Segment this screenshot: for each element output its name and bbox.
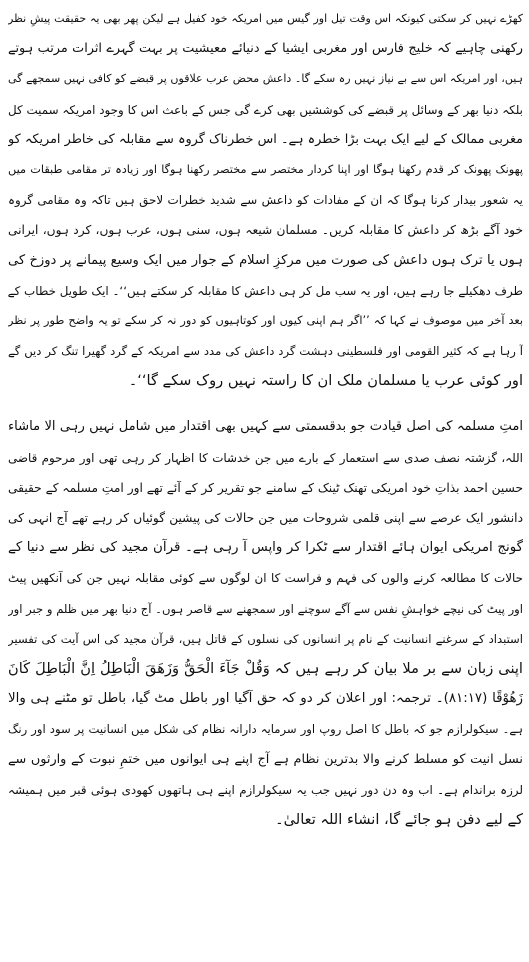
text-line: یہ شعور بیدار کرنا ہوگا کہ ان کے مفادات کو داعش سے شدید خطرات لاحق ہیں تاکہ وہ مقامی گروہ <box>8 193 523 208</box>
text-line: استبداد کے سرغنے انسانیت کے نام پر انسانوں کی نسلوں کے قاتل ہیں، قرآن مجید کی اس آیت کی تفسیر <box>8 631 523 646</box>
text-line: بلکہ دنیا بھر کے وسائل پر قبضے کی کوششیں بھی کرے گی جس کے باعث اس کا وجود امریکہ سمیت کل <box>8 102 523 117</box>
text-line: مغربی ممالک کے لیے ایک بہت بڑا خطرہ ہے۔ اس خطرناک گروہ سے مقابلہ کی خاطر امریکہ کو <box>8 131 523 147</box>
text-line: لرزہ براندام ہے۔ اب وہ دن دور نہیں جب یہ سیکولرازم اپنے ہی ہاتھوں کھودی ہوئی قبر میں ہمیشہ <box>8 782 523 797</box>
text-line: امتِ مسلمہ کی اصل قیادت جو بدقسمتی سے کہیں بھی اقتدار میں شامل نہیں رہی الا ماشاء <box>8 419 523 435</box>
text-line: پھونک پھونک کر قدم رکھنا ہوگا اور اپنا کردار مختصر سے مختصر رکھنا ہوگا اور زیادہ تر مقامی طبقات میں <box>8 162 523 176</box>
text-line: اللہ، گزشتہ نصف صدی سے استعمار کے بارے میں جن خدشات کا اظہار کر رہی تھی اور مرحوم قاضی <box>8 450 523 465</box>
text-line: خود آگے بڑھ کر داعش کا مقابلہ کریں۔ مسلمان شیعہ ہوں، سنی ہوں، عرب ہوں، کرد ہوں، ایرانی <box>8 223 523 238</box>
text-line: ہے۔ سیکولرازم جو کہ باطل کا اصل روپ اور سرمایہ دارانہ نظام کی شکل میں انسانیت پر سود اور رنگ <box>8 722 523 737</box>
text-line: ہیں، اور امریکہ اس سے بے نیاز نہیں رہ سکے گا۔ داعش محض عرب علاقوں پر قبضے کو کافی نہیں سمجھے گی <box>8 72 523 86</box>
text-line: حالات کا مطالعہ کرنے والوں کی فہم و فراست کا ان لوگوں سے کوئی مقابلہ نہیں جن کی آنکھیں پیٹ <box>8 571 523 586</box>
text-line: دانشور ایک عرصے سے اپنی قلمی شروحات میں جن حالات کی پیشین گوئیاں کر رہے تھے آج انہی کی <box>8 511 523 525</box>
text-line: کے لیے دفن ہو جائے گا، انشاء اللہ تعالیٰ۔ <box>275 810 523 828</box>
text-line: اور پیٹ کی نیچے خواہشِ نفس سے آگے سوچنے اور سمجھنے سے قاصر ہوں۔ آج دنیا بھر میں ظلم و جبر اور <box>8 601 523 616</box>
text-line: رکھنی چاہیے کہ خلیج فارس اور مغربی ایشیا کے دنیائے معیشیت پر بہت گہرے اثرات مرتب ہوتے <box>8 41 523 57</box>
text-line: طرف دھکیلے جا رہے ہیں، اور یہ سب مل کر ہی داعش کا مقابلہ کر سکتے ہیں‘‘۔ ایک طویل خطاب کے <box>8 283 523 298</box>
text-line: ہوں یا ترک ہوں داعش کی صورت میں مرکزِ اسلام کے جوار میں ایک وسیع پیمانے پر دوزخ کی <box>8 252 523 268</box>
text-line: بعد آخر میں موصوف نے کہا کہ ’’اگر ہم اپنی کیوں اور کوتاہیوں کو دور نہ کر سکے تو یہ واضح طور پر نظر <box>8 313 523 327</box>
text-line: حسین احمد بذاتِ خود امریکی تھنک ٹینک کے سامنے جو تقریر کر کے آئے تھے اور امتِ مسلمہ کے حقیقی <box>8 480 523 495</box>
text-line: گونج امریکی ایوان ہائے اقتدار سے ٹکرا کر واپس آ رہی ہے۔ قرآن مجید کی نظر سے دنیا کے <box>8 540 523 556</box>
article-paragraph-2 <box>8 412 523 835</box>
text-line: اپنی زبان سے بر ملا بیان کر رہے ہیں کہ وَقُلْ جَآءَ الْحَقُّ وَزَهَقَ الْبَاطِلُ اِنَّ الْبَاطِلَ کَانَ <box>8 659 523 677</box>
text-line: نسل انیت کو مسلط کرنے والا بدترین نظام ہے آج اپنے ہی ایوانوں میں ختمِ نبوت کے وارثوں سے <box>8 751 523 767</box>
text-line: کھڑے نہیں کر سکتی کیونکہ اس وقت تیل اور گیس میں امریکہ خود کفیل ہے لیکن پھر بھی یہ حقیقت پیشِ نظر <box>8 12 523 25</box>
article-paragraph-1 <box>8 4 523 396</box>
text-line: زَهُوْقًا (۸۱:۱۷)۔ ترجمہ: اور اعلان کر دو کہ حق آگیا اور باطل مٹ گیا، باطل تو مٹنے ہی والا <box>8 691 523 707</box>
text-line: اور کوئی عرب یا مسلمان ملک ان کا راستہ نہیں روک سکے گا‘‘۔ <box>128 372 523 390</box>
text-line: آ رہا ہے کہ کثیر القومی اور فلسطینی دہشت گرد داعش کی مدد سے امریکہ کے گرد گھیرا تنگ کر دیں گے <box>8 344 523 359</box>
